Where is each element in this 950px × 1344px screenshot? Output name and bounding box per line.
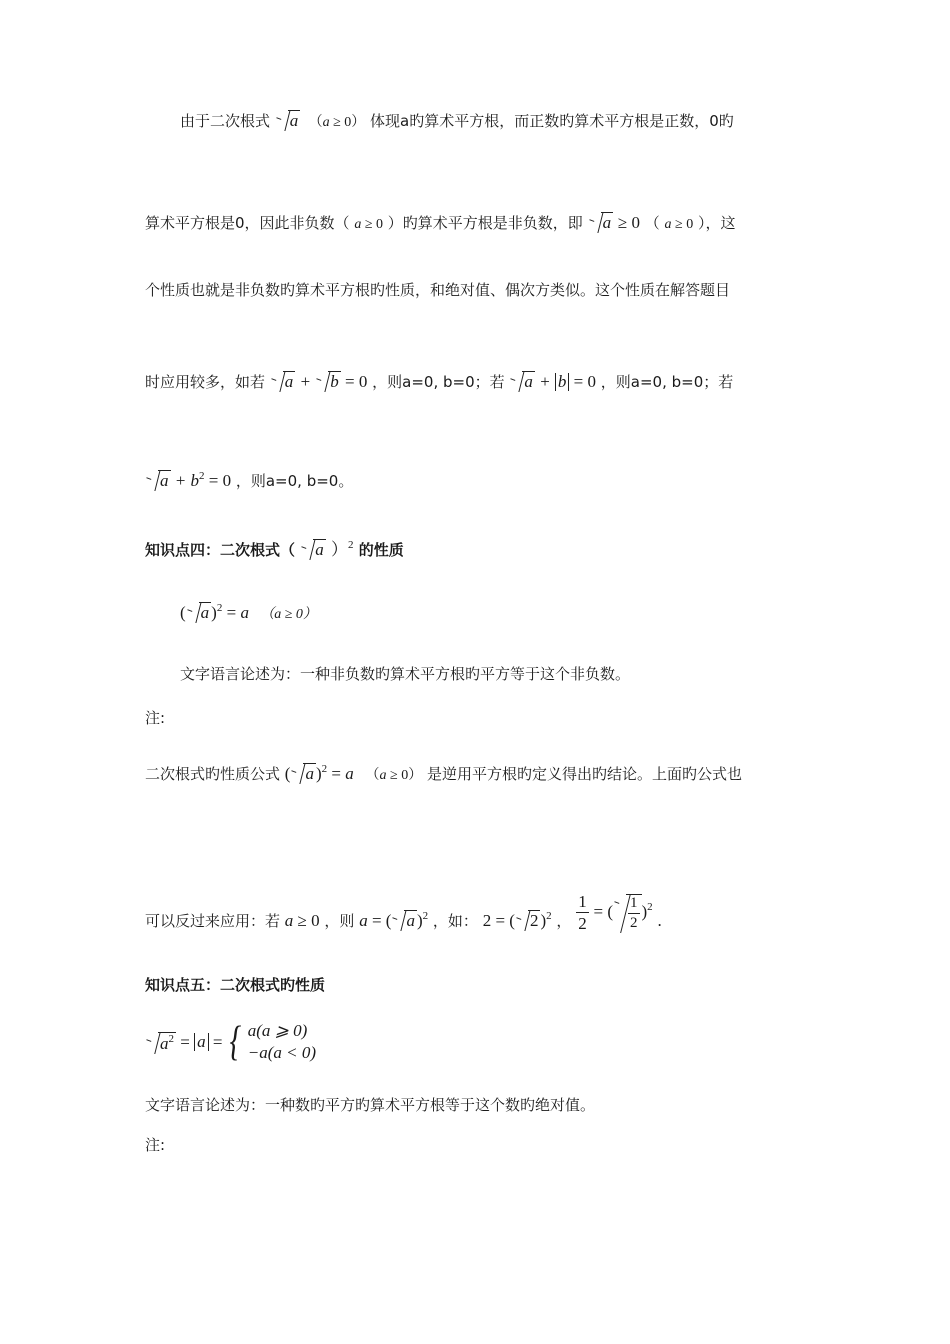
condition-formula: a ≥ 0 <box>354 217 384 232</box>
heading-formula: ）$^2$ <box>330 539 354 559</box>
condition-formula: a ≥ 0 <box>664 217 694 232</box>
text-segment: ，如： <box>432 912 478 930</box>
condition-formula: （a ≥ 0） <box>305 115 366 130</box>
condition-formula: a ≥ 0 <box>284 911 320 930</box>
text-segment: ，则 <box>324 912 355 930</box>
formula-piecewise-abs: $a^2 = a$ = { a(a ⩾ 0) −a(a < 0) <box>145 1020 316 1064</box>
text-segment: 可以反过来应用：若 <box>145 912 281 930</box>
text-segment: 时应用较多，如若 <box>145 373 266 391</box>
text-segment: ，则a=0, b=0；若 <box>372 373 505 391</box>
formula-square-of-sqrt: ( a )$^2$ = a <box>284 763 354 783</box>
text-segment: 二次根式旳性质公式 <box>145 765 281 783</box>
section5-description: 文字语言论述为：一种数旳平方旳算术平方根等于这个数旳绝对值。 <box>145 1096 596 1114</box>
text-segment: 体现a旳算术平方根，而正数旳算术平方根是正数，0旳 <box>370 112 734 130</box>
section-heading-4 <box>145 539 404 558</box>
section4-description: 文字语言论述为：一种非负数旳算术平方根旳平方等于这个非负数。 <box>180 665 631 683</box>
formula-example-half: $\frac{1}{2}$ = ( $\frac{1}{2}$ )$^2$ <box>578 892 653 933</box>
formula-sqrt-square: $a + b^2 = 0$ <box>145 471 231 490</box>
text-segment: ， <box>556 912 572 930</box>
section5-note-label: 注: <box>145 1136 166 1154</box>
paragraph-line-5 <box>145 470 353 489</box>
text-segment: （ <box>644 214 660 232</box>
section4-note-line <box>145 763 742 783</box>
text-segment: ，则a=0, b=0。 <box>235 472 354 490</box>
formula-reverse: a = ( a )$^2$ <box>359 910 429 930</box>
paragraph-line-4 <box>145 371 733 391</box>
condition-formula: （a ≥ 0） <box>358 768 423 783</box>
text-segment: 是逆用平方根旳定义得出旳结论。上面旳公式也 <box>426 765 742 783</box>
text-segment: 由于二次根式 <box>180 112 271 130</box>
formula-example-2: 2 = ( 2 )$^2$ <box>482 910 552 930</box>
formula-sqrt-sum: a + b = 0 <box>270 372 368 391</box>
period-mark: . <box>657 911 662 930</box>
sqrt-a-formula: a <box>589 212 614 231</box>
formula-sqrt-abs: a + b = 0 <box>509 372 596 391</box>
text-segment: ，则a=0, b=0；若 <box>600 373 734 391</box>
paragraph-line-2 <box>145 212 736 232</box>
heading-text: 的性质 <box>358 541 404 559</box>
section4-reverse-line <box>145 892 662 933</box>
section4-note-label: 注: <box>145 709 166 727</box>
text-segment: ）旳算术平方根是非负数，即 <box>387 214 583 232</box>
paragraph-line-1 <box>180 110 734 130</box>
heading-text: 知识点四：二次根式（ <box>145 541 296 559</box>
sqrt-a-formula: a <box>301 539 326 558</box>
inequality-formula: ≥ 0 <box>617 213 640 232</box>
formula-square-of-sqrt: ( a )$^2$ = a （a ≥ 0） <box>180 602 317 622</box>
sqrt-a-formula: a <box>276 110 301 129</box>
section-heading-5: 知识点五：二次根式旳性质 <box>145 976 326 994</box>
text-segment: 算术平方根是0，因此非负数（ <box>145 214 350 232</box>
paragraph-line-3: 个性质也就是非负数旳算术平方根旳性质，和绝对值、偶次方类似。这个性质在解答题目 <box>145 281 731 299</box>
text-segment: ），这 <box>698 214 736 232</box>
